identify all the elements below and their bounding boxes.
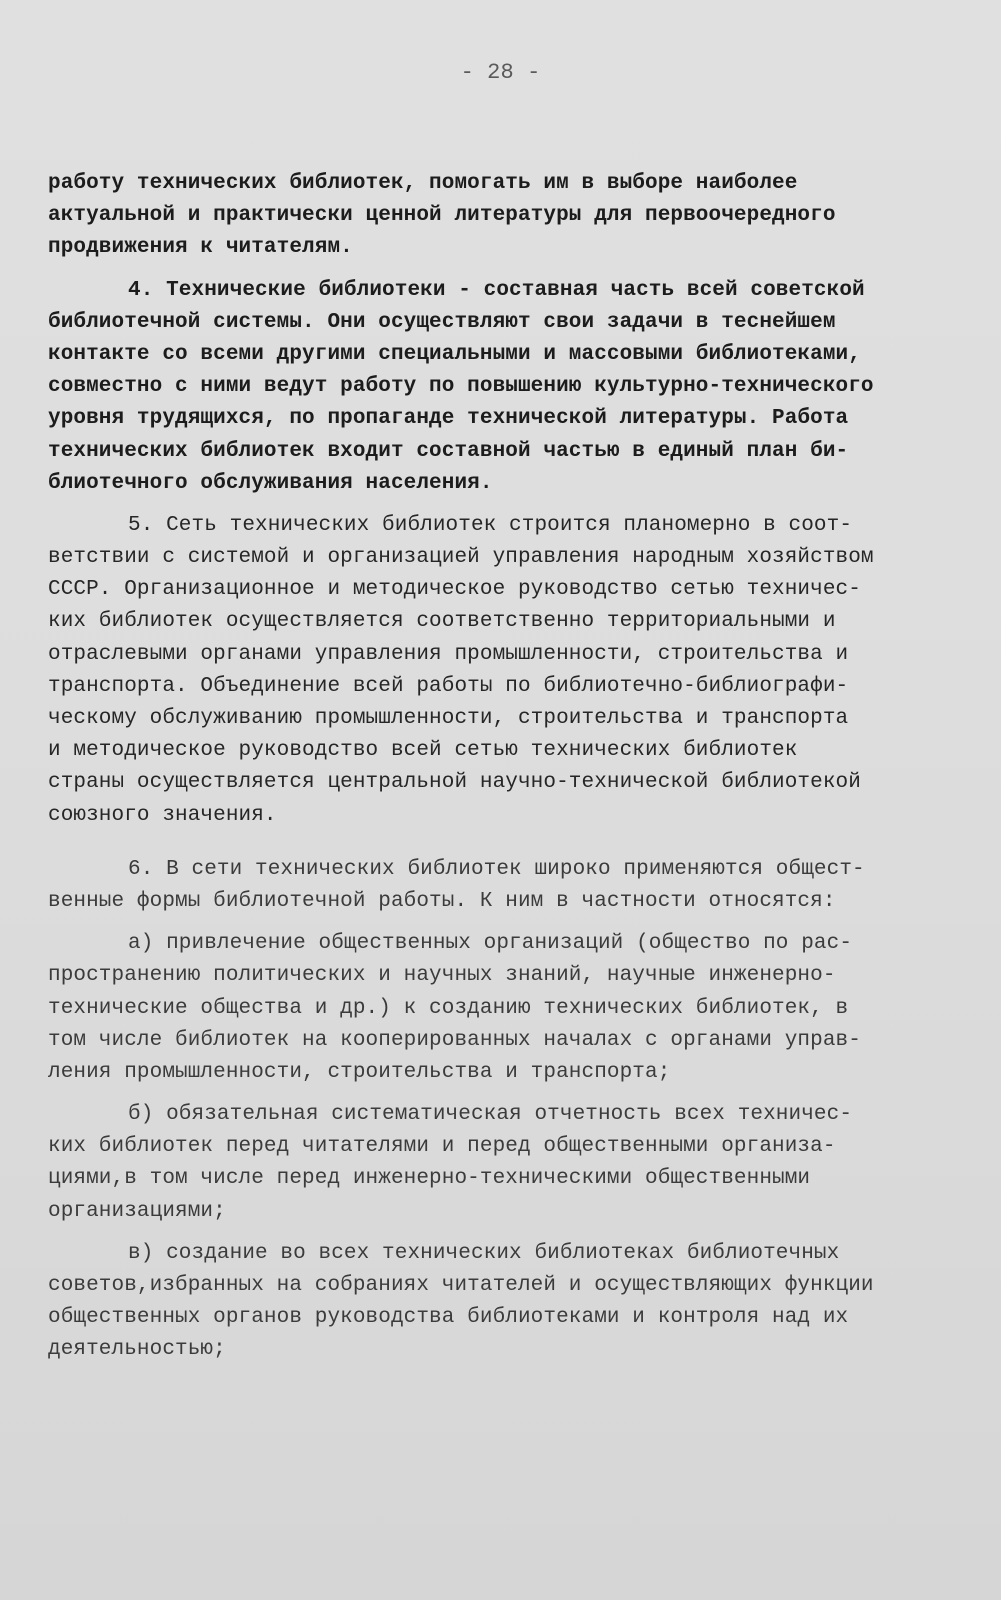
text-line: пространению политических и научных знаний, научные инженерно- [48,964,836,988]
document-body [48,168,948,1377]
text-line: продвижения к читателям. [48,236,353,260]
text-line: блиотечного обслуживания населения. [48,471,493,495]
text-line: деятельностью; [48,1338,226,1362]
page-number: - 28 - [460,60,541,85]
text-line: технических библиотек входит составной частью в единый план би- [48,439,849,463]
text-line: в) создание во всех технических библиотеках библиотечных [128,1241,840,1265]
text-line: а) привлечение общественных организаций (общество по рас- [128,932,853,956]
text-line: контакте со всеми другими специальными и массовыми библиотеками, [48,342,861,366]
text-line: транспорта. Объединение всей работы по библиотечно-библиографи- [48,674,849,698]
paragraph-6 [48,854,948,918]
list-item-a [48,928,948,1089]
text-line: б) обязательная систематическая отчетность всех техничес- [128,1103,853,1127]
text-line: том числе библиотек на кооперированных началах с органами управ- [48,1028,861,1052]
paragraph-5 [48,510,948,832]
text-line: организациями; [48,1199,226,1223]
text-line: технические общества и др.) к созданию технических библиотек, в [48,996,849,1020]
text-line: ких библиотек осуществляется соответственно территориальными и [48,610,836,634]
text-line: ления промышленности, строительства и транспорта; [48,1060,671,1084]
paragraph-4 [48,275,948,500]
text-line: ветствии с системой и организацией управления народным хозяйством [48,546,874,570]
text-line: отраслевыми органами управления промышленности, строительства и [48,642,849,666]
paragraph-continuation [48,168,948,265]
text-line: страны осуществляется центральной научно-технической библиотекой [48,771,861,795]
text-line: совместно с ними ведут работу по повышению культурно-технического [48,375,874,399]
text-line: 4. Технические библиотеки - составная часть всей советской [128,278,865,302]
text-line: СССР. Организационное и методическое руководство сетью техничес- [48,578,861,602]
list-item-c [48,1238,948,1367]
list-item-b [48,1099,948,1228]
text-line: ческому обслуживанию промышленности, строительства и транспорта [48,707,849,730]
text-line: 5. Сеть технических библиотек строится планомерно в соот- [128,513,853,537]
text-line: ких библиотек перед читателями и перед общественными организа- [48,1135,836,1159]
text-line: общественных органов руководства библиотеками и контроля над их [48,1306,849,1330]
text-line: советов,избранных на собраниях читателей и осуществляющих функции [48,1274,874,1297]
text-line: актуальной и практически ценной литературы для первоочередного [48,204,836,228]
text-line: венные формы библиотечной работы. К ним в частности относятся: [48,889,836,913]
text-line: 6. В сети технических библиотек широко применяются общест- [128,857,865,881]
text-line: работу технических библиотек, помогать им в выборе наиболее [48,172,798,195]
text-line: и методическое руководство всей сетью технических библиотек [48,739,798,763]
text-line: циями,в том числе перед инженерно-техническими общественными [48,1167,811,1191]
text-line: союзного значения. [48,803,277,827]
text-line: библиотечной системы. Они осуществляют свои задачи в теснейшем [48,310,836,334]
text-line: уровня трудящихся, по пропаганде технической литературы. Работа [48,407,849,431]
